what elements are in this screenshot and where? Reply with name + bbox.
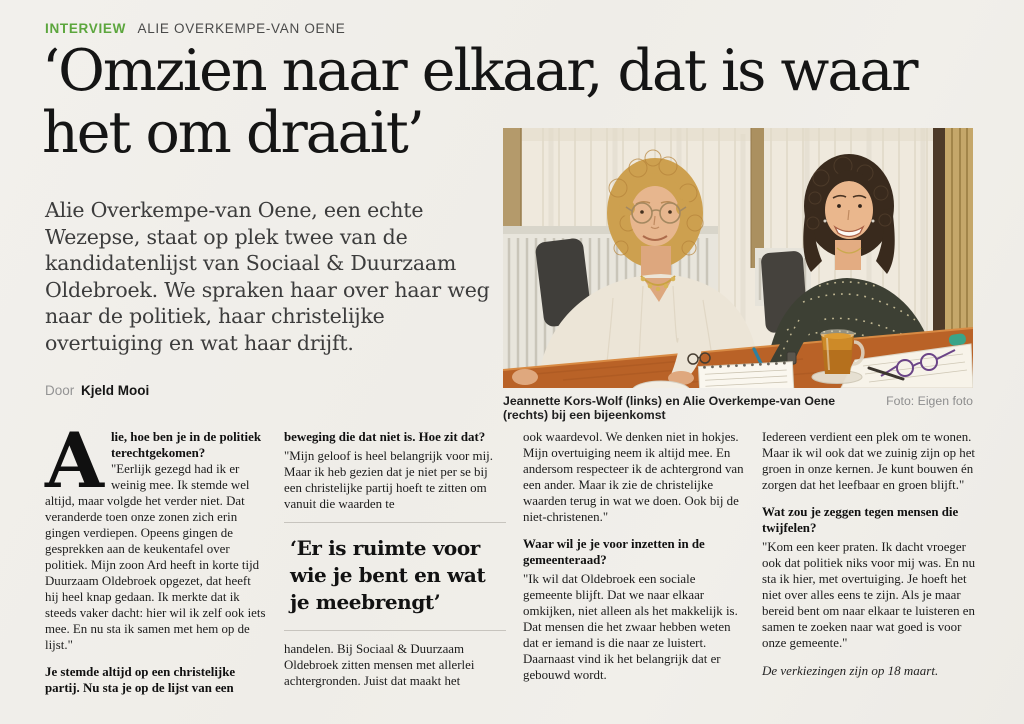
column-3 xyxy=(523,429,745,721)
lead-block xyxy=(45,416,267,653)
answer-2-part-1: "Mijn geloof is heel belangrijk voor mij. Maar ik heb gezien dat je niet per se bij een christelijke partij hoeft te zitten om vanuit die waarden te xyxy=(284,449,493,511)
closing-note: De verkiezingen zijn op 18 maart. xyxy=(762,663,939,678)
answer-3-part-1: "Ik wil dat Oldebroek een sociale gemeente blijft. Dat we naar elkaar omkijken, niet alleen als het makkelijk is. Dat mensen die het zwaar hebben weten dat er iemand is die naar ze luistert. Daarnaast vind ik het belangrijk dat er gebouwd wordt. xyxy=(523,572,738,682)
byline-prefix: Door xyxy=(45,383,75,398)
column-4 xyxy=(762,429,984,721)
question-2-part-2: beweging die dat niet is. Hoe zit dat? xyxy=(284,430,486,444)
answer-2-part-3: ook waardevol. We denken niet in hokjes. Mijn overtuiging neem ik altijd mee. En andersom respecteer ik de achtergrond van een ander. Maar ik zie de christelijke waarden terug in wat we doen. Ook bij de niet-christenen." xyxy=(523,430,744,524)
kicker xyxy=(45,21,345,36)
byline-author: Kjeld Mooi xyxy=(81,383,150,398)
question-4: Wat zou je zeggen tegen mensen die twijfelen? xyxy=(762,505,959,535)
photo-caption xyxy=(503,394,973,422)
intro-paragraph: Alie Overkempe-van Oene, een echte Wezepse, staat op plek twee van de kandidatenlijst van Sociaal & Duurzaam Oldebroek. We spraken haar over haar weg naar de politiek, haar christelijke overtuiging en wat haar drijft. xyxy=(45,198,490,355)
column-1 xyxy=(45,416,267,721)
answer-2-part-2: handelen. Bij Sociaal & Duurzaam Oldebroek zitten mensen met allerlei achtergronden. Juist dat maakt het xyxy=(284,642,475,688)
photo-illustration xyxy=(503,128,973,388)
article-photo xyxy=(503,128,973,422)
drop-cap: A xyxy=(45,416,104,505)
kicker-subject: ALIE OVERKEMPE-VAN OENE xyxy=(137,21,346,36)
pull-quote: ‘Er is ruimte voor wie je bent en wat je meebrengt’ xyxy=(284,522,506,631)
answer-3-part-2: Iedereen verdient een plek om te wonen. Maar ik wil ook dat we zuinig zijn op het groen in onze kernen. Je kunt bouwen én zorgen dat het leefbaar en groen blijft." xyxy=(762,430,976,492)
byline xyxy=(45,383,149,398)
question-3: Waar wil je je voor inzetten in de gemeenteraad? xyxy=(523,537,705,567)
headline-line-2: het om draait’ xyxy=(42,100,423,166)
answer-4: "Kom een keer praten. Ik dacht vroeger ook dat politiek niks voor mij was. En nu sta ik hier, met overtuiging. Je hoeft het niet over alles eens te zijn. Als je maar bereid bent om naar elkaar te luisteren en samen te zoeken naar wat goed is voor onze gemeente." xyxy=(762,540,976,650)
article-body xyxy=(45,416,985,721)
column-2 xyxy=(284,429,506,721)
headline-line-1: ‘Omzien naar elkaar, dat is waar xyxy=(42,38,917,104)
answer-1: "Eerlijk gezegd had ik er weinig mee. Ik stemde wel altijd, maar volgde het verder niet. Dat veranderde toen onze zonen zich erin gingen verdiepen. Opeens gingen de gesprekken aan de keukentafel over politiek. Mijn zoon Ard heeft in korte tijd Duurzaam Oldebroek opgezet, dat heeft hij heel knap gedaan. Ik merkte dat ik steeds vaker dacht: hier wil ik zelf ook iets mee. En nu sta ik samen met hem op de lijst." xyxy=(45,462,266,652)
kicker-category: INTERVIEW xyxy=(45,21,127,36)
question-1: lie, hoe ben je in de politiek terechtgekomen? xyxy=(110,430,262,460)
question-2-part-1: Je stemde altijd op een christelijke partij. Nu sta je op de lijst van een xyxy=(45,665,236,695)
photo-caption-text: Jeannette Kors-Wolf (links) en Alie Overkempe-van Oene (rechts) bij een bijeenkomst xyxy=(503,394,836,422)
photo-credit: Foto: Eigen foto xyxy=(886,394,973,408)
